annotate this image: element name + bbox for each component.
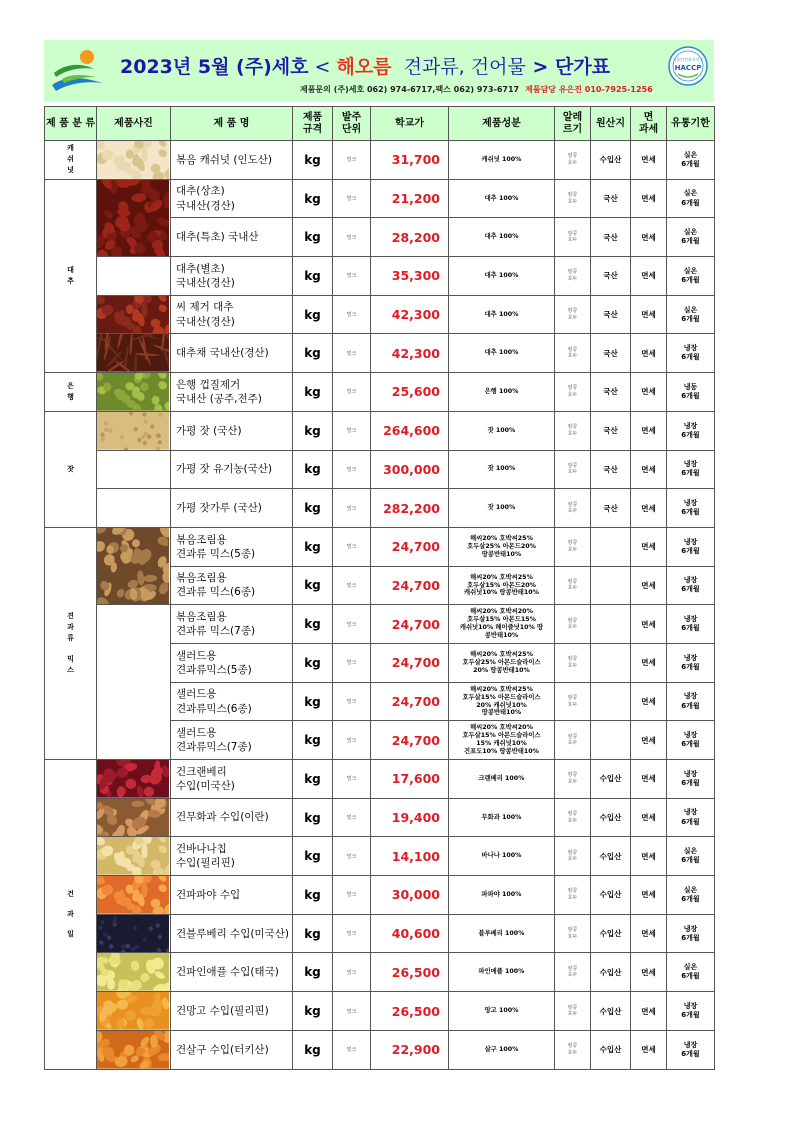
origin [591,566,631,605]
shelf-life: 냉장 6개월 [667,760,715,799]
allergy-info: 땅콩 호두 [555,411,591,450]
product-spec: kg [293,141,333,180]
origin [591,527,631,566]
product-spec: kg [293,334,333,373]
shelf-life: 실온 6개월 [667,141,715,180]
school-price: 26,500 [371,992,449,1031]
tax-status: 면세 [631,257,667,296]
product-spec: kg [293,450,333,489]
table-row [45,953,715,992]
shelf-life: 실온 6개월 [667,179,715,218]
allergy-info: 땅콩 호두 [555,876,591,915]
product-photo-cell [97,605,171,760]
school-price: 22,900 [371,1030,449,1069]
order-unit: 벌크 [333,334,371,373]
tax-status: 면세 [631,450,667,489]
haccp-badge-icon [668,46,708,86]
shelf-life: 실온 6개월 [667,218,715,257]
origin: 수입산 [591,914,631,953]
allergy-info: 땅콩 호두 [555,257,591,296]
product-name: 볶음조림용 견과류 믹스(6종) [171,566,293,605]
shelf-life: 냉장 6개월 [667,643,715,682]
order-unit: 벌크 [333,179,371,218]
table-row [45,295,715,334]
product-photo-cell [97,141,171,180]
origin: 수입산 [591,1030,631,1069]
order-unit: 벌크 [333,605,371,644]
origin [591,605,631,644]
product-photo-cell [97,837,171,876]
product-spec: kg [293,218,333,257]
origin: 국산 [591,489,631,528]
haccp-sub-text: 식품안전관리인증 [672,57,704,62]
product-name: 건크랜베리 수입(미국산) [171,760,293,799]
product-name: 은행 껍질제거 국내산 (공주,전주) [171,373,293,412]
product-ingredients: 블루베리 100% [449,914,555,953]
product-ingredients: 대추 100% [449,179,555,218]
origin: 수입산 [591,837,631,876]
order-unit: 벌크 [333,682,371,721]
product-spec: kg [293,798,333,837]
product-ingredients: 해씨20% 호박씨25% 호두살15% 아몬드20% 캐쉬넛10% 땅콩반태10% [449,566,555,605]
table-row [45,527,715,566]
order-unit: 벌크 [333,876,371,915]
school-price: 25,600 [371,373,449,412]
product-name: 샐러드용 견과류믹스(6종) [171,682,293,721]
product-name: 건무화과 수입(이란) [171,798,293,837]
school-price: 300,000 [371,450,449,489]
shelf-life: 실온 6개월 [667,257,715,296]
allergy-info: 땅콩 호두 [555,760,591,799]
product-photo-image [97,180,169,256]
shelf-life: 실온 6개월 [667,295,715,334]
school-price: 282,200 [371,489,449,528]
shelf-life: 실온 6개월 [667,837,715,876]
order-unit: 벌크 [333,373,371,412]
shelf-life: 냉장 6개월 [667,1030,715,1069]
product-spec: kg [293,760,333,799]
product-photo-cell [97,760,171,799]
origin: 수입산 [591,876,631,915]
product-ingredients: 파파야 100% [449,876,555,915]
order-unit: 벌크 [333,489,371,528]
allergy-info: 땅콩 호두 [555,527,591,566]
origin: 수입산 [591,141,631,180]
table-row [45,876,715,915]
col-header-category: 제 품 분 류 [45,107,97,141]
col-header-name: 제 품 명 [171,107,293,141]
shelf-life: 냉장 6개월 [667,721,715,760]
tax-status: 면세 [631,682,667,721]
product-ingredients: 해씨20% 호박씨20% 호두살15% 아몬드슬라이스 15% 캐쉬넛10% 건포도10% 땅콩반태10% [449,721,555,760]
school-price: 30,000 [371,876,449,915]
shelf-life: 냉장 6개월 [667,527,715,566]
school-price: 17,600 [371,760,449,799]
school-price: 26,500 [371,953,449,992]
order-unit: 벌크 [333,218,371,257]
origin: 국산 [591,334,631,373]
product-photo-image [97,837,169,875]
school-price: 31,700 [371,141,449,180]
table-header-row [45,107,715,141]
product-name: 샐러드용 견과류믹스(5종) [171,643,293,682]
page-title: 2023년 5월 (주)세호 < 해오름 견과류, 건어물 > 단가표 [120,56,611,78]
product-ingredients: 잣 100% [449,411,555,450]
product-spec: kg [293,566,333,605]
shelf-life: 냉장 6개월 [667,682,715,721]
table-row [45,1030,715,1069]
table-row [45,798,715,837]
table-row [45,411,715,450]
contact-phone-fax: 제품문의 (주)세호 062) 974-6717,팩스 062) 973-6717 [300,85,520,94]
product-ingredients: 해씨20% 호박씨25% 호두살25% 아몬드20% 땅콩반태10% [449,527,555,566]
product-photo-cell [97,992,171,1031]
product-ingredients: 해씨20% 호박씨25% 호두살25% 아몬드슬라이스 20% 땅콩반태10% [449,643,555,682]
product-ingredients: 대추 100% [449,257,555,296]
allergy-info: 땅콩 호두 [555,373,591,412]
tax-status: 면세 [631,992,667,1031]
shelf-life: 냉동 6개월 [667,373,715,412]
allergy-info: 땅콩 호두 [555,295,591,334]
school-price: 19,400 [371,798,449,837]
product-ingredients: 잣 100% [449,489,555,528]
table-row [45,373,715,412]
table-row [45,334,715,373]
order-unit: 벌크 [333,141,371,180]
product-photo-image [97,992,169,1030]
tax-status: 면세 [631,837,667,876]
table-row [45,179,715,218]
origin: 수입산 [591,798,631,837]
school-price: 24,700 [371,643,449,682]
product-name: 볶음 캐쉬넛 (인도산) [171,141,293,180]
product-photo-cell [97,257,171,296]
col-header-tax: 면 과세 [631,107,667,141]
product-ingredients: 대추 100% [449,295,555,334]
shelf-life: 냉장 6개월 [667,489,715,528]
origin [591,643,631,682]
product-spec: kg [293,257,333,296]
product-name: 가평 잣 (국산) [171,411,293,450]
table-row [45,914,715,953]
shelf-life: 냉장 6개월 [667,914,715,953]
tax-status: 면세 [631,953,667,992]
origin: 국산 [591,257,631,296]
school-price: 24,700 [371,682,449,721]
product-photo-cell [97,953,171,992]
order-unit: 벌크 [333,798,371,837]
brand-name: 해오름 [336,56,392,78]
table-row [45,760,715,799]
product-ingredients: 해씨20% 호박씨20% 호두살15% 아몬드15% 캐쉬넛10% 해이즐넛10% 땅 콩반태10% [449,605,555,644]
tax-status: 면세 [631,218,667,257]
product-name: 볶음조림용 견과류 믹스(5종) [171,527,293,566]
tax-status: 면세 [631,527,667,566]
product-photo-cell [97,527,171,604]
order-unit: 벌크 [333,837,371,876]
allergy-info: 땅콩 호두 [555,450,591,489]
product-photo-cell [97,179,171,256]
shelf-life: 냉장 6개월 [667,992,715,1031]
shelf-life: 냉장 6개월 [667,411,715,450]
product-photo-image [97,334,169,372]
table-row [45,450,715,489]
school-price: 24,700 [371,566,449,605]
tax-status: 면세 [631,721,667,760]
product-photo-cell [97,876,171,915]
product-name: 건망고 수입(필리핀) [171,992,293,1031]
origin: 국산 [591,450,631,489]
product-ingredients: 살구 100% [449,1030,555,1069]
col-header-unit: 발주 단위 [333,107,371,141]
tax-status: 면세 [631,489,667,528]
product-spec: kg [293,605,333,644]
shelf-life: 냉장 6개월 [667,566,715,605]
allergy-info: 땅콩 호두 [555,643,591,682]
tax-status: 면세 [631,295,667,334]
school-price: 14,100 [371,837,449,876]
product-ingredients: 잣 100% [449,450,555,489]
product-name: 대추(상초) 국내산(경산) [171,179,293,218]
product-name: 샐러드용 견과류믹스(7종) [171,721,293,760]
order-unit: 벌크 [333,1030,371,1069]
tax-status: 면세 [631,566,667,605]
origin [591,682,631,721]
tax-status: 면세 [631,914,667,953]
table-body [45,141,715,1070]
product-spec: kg [293,643,333,682]
product-photo-image [97,373,169,411]
school-price: 42,300 [371,295,449,334]
order-unit: 벌크 [333,295,371,334]
product-spec: kg [293,295,333,334]
allergy-info: 땅콩 호두 [555,682,591,721]
origin: 수입산 [591,953,631,992]
product-name: 건블루베리 수입(미국산) [171,914,293,953]
product-photo-cell [97,373,171,412]
company-logo-icon [48,45,106,95]
category-cell-mix: 견 과 류 믹 스 [45,527,97,759]
table-row [45,605,715,644]
product-ingredients: 크랜베리 100% [449,760,555,799]
order-unit: 벌크 [333,721,371,760]
product-photo-image [97,1031,169,1069]
product-name: 건파파야 수입 [171,876,293,915]
tax-status: 면세 [631,760,667,799]
product-spec: kg [293,1030,333,1069]
product-name: 씨 제거 대추 국내산(경산) [171,295,293,334]
order-unit: 벌크 [333,566,371,605]
table-row [45,257,715,296]
product-photo-cell [97,334,171,373]
order-unit: 벌크 [333,992,371,1031]
category-cell-jujube: 대 추 [45,179,97,372]
order-unit: 벌크 [333,953,371,992]
allergy-info: 땅콩 호두 [555,953,591,992]
product-spec: kg [293,914,333,953]
product-name: 대추(별초) 국내산(경산) [171,257,293,296]
product-spec: kg [293,179,333,218]
allergy-info: 땅콩 호두 [555,914,591,953]
shelf-life: 냉장 6개월 [667,605,715,644]
order-unit: 벌크 [333,450,371,489]
product-spec: kg [293,527,333,566]
school-price: 40,600 [371,914,449,953]
allergy-info: 땅콩 호두 [555,334,591,373]
product-spec: kg [293,837,333,876]
product-name: 건바나나칩 수입(필리핀) [171,837,293,876]
product-photo-image [97,528,169,604]
origin: 국산 [591,411,631,450]
tax-status: 면세 [631,1030,667,1069]
tax-status: 면세 [631,179,667,218]
origin: 국산 [591,218,631,257]
allergy-info: 땅콩 호두 [555,141,591,180]
school-price: 21,200 [371,179,449,218]
allergy-info: 땅콩 호두 [555,489,591,528]
price-table [44,106,715,1070]
contact-manager: 제품담당 유은진 010-7925-1256 [525,85,653,94]
product-photo-cell [97,450,171,489]
product-ingredients: 해씨20% 호박씨25% 호두살15% 아몬드슬라이스 20% 캐쉬넛10% 땅콩반태10% [449,682,555,721]
table-row [45,141,715,180]
product-photo-cell [97,1030,171,1069]
product-photo-image [97,760,169,798]
contact-info [300,84,653,95]
allergy-info: 땅콩 호두 [555,992,591,1031]
product-spec: kg [293,373,333,412]
product-name: 대추(특초) 국내산 [171,218,293,257]
origin: 국산 [591,295,631,334]
product-name: 가평 잣가루 (국산) [171,489,293,528]
col-header-spec: 제품 규격 [293,107,333,141]
product-spec: kg [293,682,333,721]
allergy-info: 땅콩 호두 [555,218,591,257]
school-price: 42,300 [371,334,449,373]
product-spec: kg [293,992,333,1031]
tax-status: 면세 [631,798,667,837]
product-photo-image [97,799,169,837]
category-cell-pine: 잣 [45,411,97,527]
product-photo-image [97,296,169,334]
product-ingredients: 대추 100% [449,218,555,257]
allergy-info: 땅콩 호두 [555,837,591,876]
shelf-life: 실온 6개월 [667,953,715,992]
product-photo-cell [97,295,171,334]
product-spec: kg [293,721,333,760]
tax-status: 면세 [631,411,667,450]
allergy-info: 땅콩 호두 [555,605,591,644]
allergy-info: 땅콩 호두 [555,566,591,605]
origin: 수입산 [591,992,631,1031]
product-spec: kg [293,411,333,450]
col-header-ingredients: 제품성분 [449,107,555,141]
product-ingredients: 은행 100% [449,373,555,412]
col-header-price: 학교가 [371,107,449,141]
shelf-life: 실온 6개월 [667,876,715,915]
col-header-shelf-life: 유통기한 [667,107,715,141]
product-photo-image [97,412,169,450]
order-unit: 벌크 [333,411,371,450]
tax-status: 면세 [631,141,667,180]
table-row [45,837,715,876]
product-photo-image [97,141,169,179]
product-photo-cell [97,489,171,528]
col-header-photo: 제품사진 [97,107,171,141]
order-unit: 벌크 [333,527,371,566]
product-ingredients: 대추 100% [449,334,555,373]
tax-status: 면세 [631,876,667,915]
product-spec: kg [293,876,333,915]
school-price: 35,300 [371,257,449,296]
origin: 국산 [591,373,631,412]
allergy-info: 땅콩 호두 [555,721,591,760]
product-name: 대추채 국내산(경산) [171,334,293,373]
product-ingredients: 망고 100% [449,992,555,1031]
allergy-info: 땅콩 호두 [555,1030,591,1069]
product-name: 건파인애플 수입(태국) [171,953,293,992]
school-price: 28,200 [371,218,449,257]
category-cell-cashew: 캐 쉬 넛 [45,141,97,180]
product-photo-cell [97,411,171,450]
product-photo-image [97,915,169,953]
school-price: 264,600 [371,411,449,450]
tax-status: 면세 [631,373,667,412]
category-cell-ginkgo: 은 행 [45,373,97,412]
tax-status: 면세 [631,605,667,644]
product-ingredients: 파인애플 100% [449,953,555,992]
order-unit: 벌크 [333,257,371,296]
product-photo-image [97,876,169,914]
order-unit: 벌크 [333,643,371,682]
school-price: 24,700 [371,605,449,644]
school-price: 24,700 [371,721,449,760]
order-unit: 벌크 [333,914,371,953]
product-ingredients: 캐쉬넛 100% [449,141,555,180]
product-spec: kg [293,489,333,528]
table-row [45,489,715,528]
product-name: 볶음조림용 견과류 믹스(7종) [171,605,293,644]
product-name: 가평 잣 유기농(국산) [171,450,293,489]
origin [591,721,631,760]
school-price: 24,700 [371,527,449,566]
col-header-allergy: 알레 르기 [555,107,591,141]
product-photo-image [97,953,169,991]
haccp-text: HACCP [674,64,702,72]
allergy-info: 땅콩 호두 [555,798,591,837]
shelf-life: 냉장 6개월 [667,450,715,489]
product-spec: kg [293,953,333,992]
tax-status: 면세 [631,643,667,682]
allergy-info: 땅콩 호두 [555,179,591,218]
origin: 수입산 [591,760,631,799]
table-row [45,992,715,1031]
shelf-life: 냉장 6개월 [667,798,715,837]
product-ingredients: 무화과 100% [449,798,555,837]
origin: 국산 [591,179,631,218]
product-photo-cell [97,798,171,837]
product-ingredients: 바나나 100% [449,837,555,876]
shelf-life: 냉장 6개월 [667,334,715,373]
col-header-origin: 원산지 [591,107,631,141]
order-unit: 벌크 [333,760,371,799]
category-cell-dried: 건 과 일 [45,760,97,1070]
tax-status: 면세 [631,334,667,373]
product-name: 건살구 수입(터키산) [171,1030,293,1069]
product-photo-cell [97,914,171,953]
